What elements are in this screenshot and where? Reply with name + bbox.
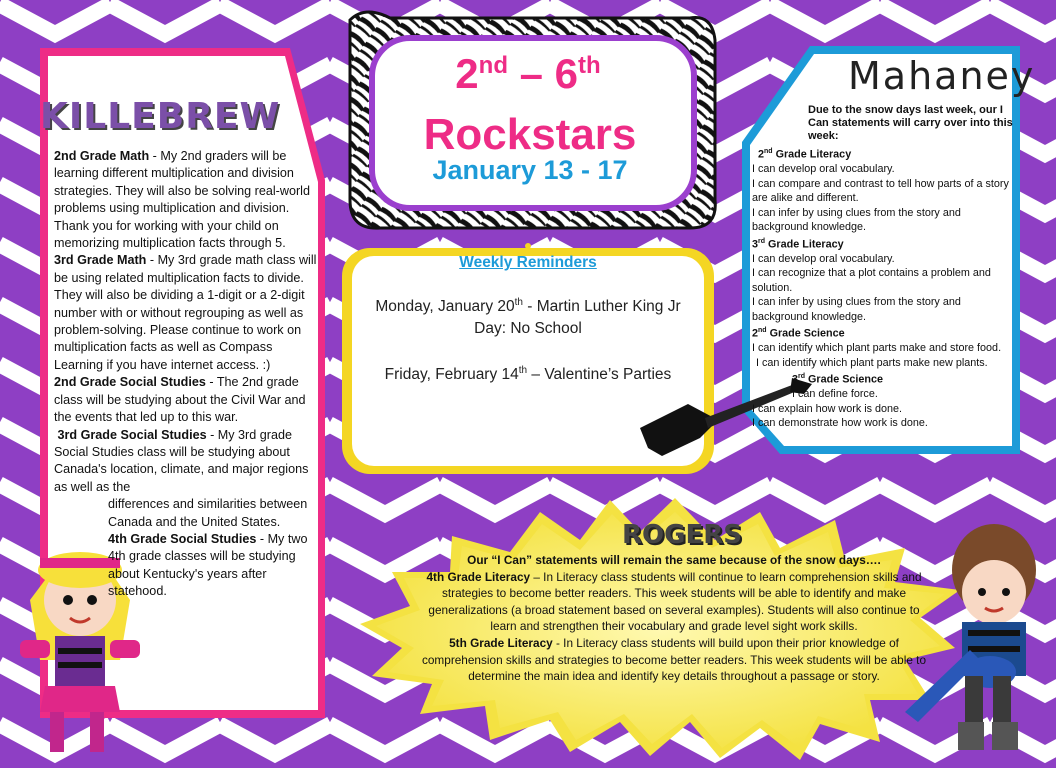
killebrew-heading: KILLEBREW	[40, 96, 281, 137]
mahaney-heading: Mahaney	[848, 54, 1036, 98]
kb-3rd-ss-cont: differences and similarities between Canada and the United States.	[108, 497, 308, 529]
mahaney-item: I can develop oral vocabulary.	[752, 252, 895, 265]
killebrew-text	[54, 148, 322, 601]
mahaney-item: I can identify which plant parts make new plants.	[756, 356, 988, 369]
mahaney-item: I can recognize that a plot contains a problem and solution.	[752, 267, 991, 294]
kb-2nd-ss-label: 2nd Grade Social Studies	[54, 375, 206, 390]
kb-4th-ss-label: 4th Grade Social Studies	[108, 531, 257, 546]
mahaney-item: I can infer by using clues from the story and background knowledge.	[752, 296, 961, 323]
kb-3rd-ss-text: - My 3rd grade Social Studies class will be studying about Canada's location, climate, and major regions as well as the	[54, 427, 309, 494]
title-rockstars: Rockstars	[423, 110, 637, 159]
mahaney-item: I can compare and contrast to tell how parts of a story are alike and different.	[752, 177, 1009, 205]
rogers-5th-text: - In Literacy class students will build upon their prior knowledge of comprehension skills and strategies to become better readers. This week students will be able to determine the main idea and identify key details throughout a passage or story.	[421, 635, 927, 684]
rogers-intro: Our “I Can” statements will remain the same because of the snow days….	[467, 553, 881, 567]
kb-4th-ss-text: - My two 4th grade classes will be studying about Kentucky's years after statehood.	[108, 531, 308, 599]
kb-3rd-ss-label: 3rd Grade Social Studies	[57, 427, 207, 442]
mahaney-intro: Due to the snow days last week, our I Can statements will carry over into this week:	[808, 104, 1013, 142]
mahaney-item: I can explain how work is done.	[752, 402, 903, 415]
kb-3rd-math-text: - My 3rd grade math class will be using related multiplication facts to divide. They will also be dividing a 1-digit or a 2-digit number with or without regrouping as well as problem-solving. Please continue to work on multiplication facts as well as Compass Learning if you have internet access. :)	[54, 253, 317, 372]
kb-2nd-ss-text: - The 2nd grade class will be studying about the Civil War and the events that led up to this war.	[54, 375, 306, 425]
kb-2nd-math-text: - My 2nd graders will be learning different multiplication and division strategies. They will also be solving real-world problems using multiplication and division. Thank you for working with your child on memorizing multiplication facts through 5.	[54, 149, 310, 251]
mahaney-item: I can define force.	[792, 388, 878, 401]
title-dates: January 13 - 17	[432, 155, 628, 185]
reminder-mlk-day: Monday, January 20th - Martin Luther King Jr Day: No School	[375, 297, 681, 338]
mahaney-list: 2nd Grade Literacy I can develop oral vocabulary. I can compare and contrast to tell how parts of a story are alike and different. I can infer by using clues from the story and background knowledge. 3rd Grade Literacy I can develop oral vocabulary. I can recognize that a plot contains a problem and solution. I can infer by using clues from the story and background knowledge. 2nd Grade Science I can identify which plant parts make and store food. I can identify which plant parts make new plants. 3rd Grade Science I can define force. I can explain how work is done. I can demonstrate how work is done.	[752, 145, 1020, 431]
rogers-5th-label: 5th Grade Literacy	[449, 635, 553, 650]
mahaney-item: I can demonstrate how work is done.	[752, 417, 928, 430]
mahaney-item: I can develop oral vocabulary.	[752, 163, 895, 176]
rogers-4th-label: 4th Grade Literacy	[426, 569, 531, 584]
kb-3rd-math-label: 3rd Grade Math	[54, 253, 147, 268]
rogers-4th-text: – In Literacy class students will continue to learn comprehension skills and strategies to become better readers. This week students will be able to identify and make generalizations (a broad statement based on several examples). Students will also continue to learn and strengthen their vocabulary and grade level sight work skills.	[428, 569, 922, 634]
reminders-heading: Weekly Reminders	[459, 254, 597, 271]
kb-2nd-math-label: 2nd Grade Math	[54, 149, 150, 163]
rogers-heading: ROGERS	[622, 520, 742, 550]
mahaney-item: I can infer by using clues from the story and background knowledge.	[752, 206, 961, 234]
mahaney-item: I can identify which plant parts make and store food.	[752, 342, 1002, 355]
reminder-valentines: Friday, February 14th – Valentine’s Parties	[384, 365, 672, 384]
title-grades: 2nd – 6th	[455, 50, 601, 97]
rogers-text	[414, 552, 934, 685]
